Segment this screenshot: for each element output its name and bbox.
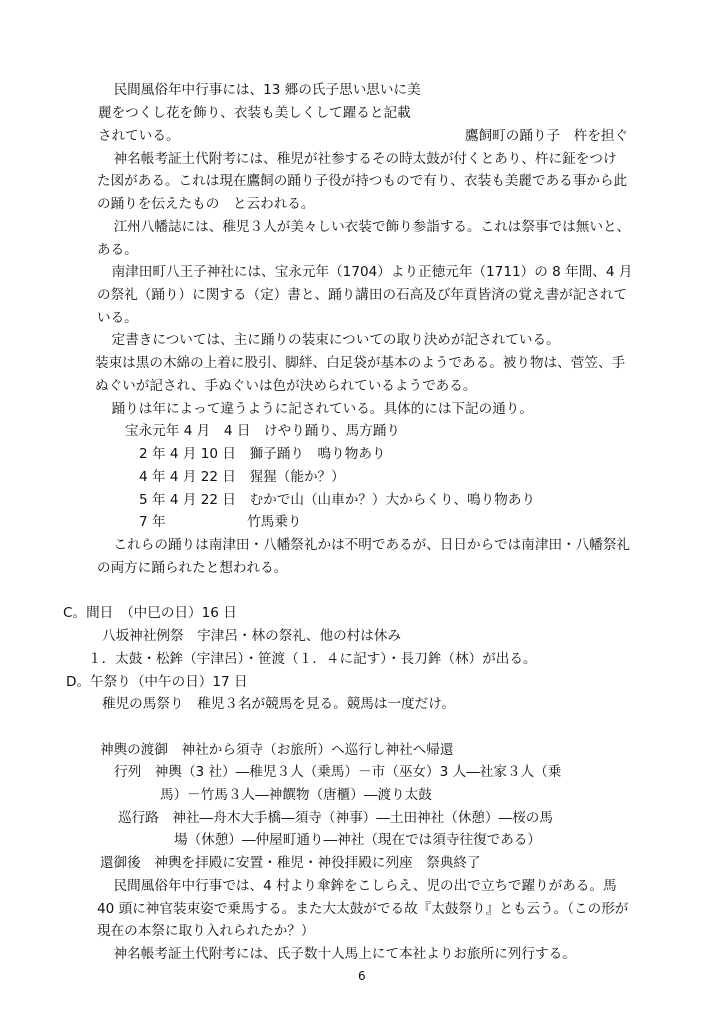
text-line: 還御後 神輿を拝殿に安置・稚児・神役拝殿に列座 祭典終了 <box>100 855 481 871</box>
text-line: いる。 <box>97 310 138 326</box>
text-line: 行列 神輿（3 社）―稚児３人（乗馬）－市（巫女）3 人―社家３人（乗 <box>114 764 562 780</box>
list-item: 2 年 4 月 10 日 獅子踊り 鳴り物あり <box>139 446 386 462</box>
text-line: ある。 <box>97 242 138 258</box>
section-heading: D。午祭り（中午の日）17 日 <box>66 674 248 690</box>
text-line: 南津田町八王子神社には、宝永元年（1704）より正徳元年（1711）の 8 年間、4 月 <box>98 264 633 280</box>
text-line: 稚児の馬祭り 稚児３名が競馬を見る。競馬は一度だけ。 <box>102 696 455 712</box>
list-item: 宝永元年 4 月 4 日 けやり踊り、馬方踊り <box>125 423 400 439</box>
text-line: 場（休憩）―仲屋町通り―神社（現在では須寺往復である） <box>174 832 542 848</box>
text-line: 神名帳考証土代附考には、氏子数十人馬上にて本社よりお旅所に列行する。 <box>100 946 576 962</box>
page-number: 6 <box>358 969 366 983</box>
text-line: 定書きについては、主に踊りの装束についての取り決めが記されている。 <box>98 332 560 348</box>
text-line: これらの踊りは南津田・八幡祭礼かは不明であるが、日日からでは南津田・八幡祭礼 <box>100 537 631 553</box>
caption: 鷹飼町の踊り子 杵を担ぐ <box>465 128 629 144</box>
text-line: 巡行路 神社―舟木大手橋―須寺（神事）―土田神社（休憩）―桜の馬 <box>118 810 553 826</box>
text-line: た図がある。これは現在鷹飼の踊り子役が持つもので有り、衣装も美麗である事から此 <box>97 173 628 189</box>
section-heading: C。間日 （中巳の日）16 日 <box>63 605 237 621</box>
list-item: 4 年 4 月 22 日 猩猩（能か？） <box>139 469 345 485</box>
text-line: 40 頭に神官装束姿で乗馬する。また大太鼓がでる故『太鼓祭り』とも云う。（この形が <box>97 901 629 917</box>
text-line: の祭礼（踊り）に関する（定）書と、踊り講田の石高及び年貢皆済の覚え書が記されて <box>97 287 628 303</box>
text-line: 神名帳考証土代附考には、稚児が社参するその時太鼓が付くとあり、杵に鉦をつけ <box>100 151 617 167</box>
list-item: 5 年 4 月 22 日 むかで山（山車か？）大からくり、鳴り物あり <box>139 492 536 508</box>
text-line: 麗をつくし花を飾り、衣装も美しくして躍ると記載 <box>98 105 411 121</box>
text-line: ぬぐいが記され、手ぬぐいは色が決められているようである。 <box>95 378 477 394</box>
text-line: １．太鼓・松鉾（宇津呂）・笹渡（１．４に記す）・長刀鉾（林）が出る。 <box>88 651 537 667</box>
text-line: されている。 <box>98 128 180 144</box>
text-line: 踊りは年によって違うように記されている。具体的には下記の通り。 <box>98 401 533 417</box>
text-line: の踊りを伝えたもの と云われる。 <box>97 196 315 212</box>
text-line: 民間風俗年中行事には、13 郷の氏子思い思いに美 <box>100 82 421 98</box>
text-line: 神輿の渡御 神社から須寺（お旅所）へ巡行し神社へ帰還 <box>100 742 454 758</box>
list-item: 7 年 竹馬乗り <box>139 514 302 530</box>
text-line: 馬）－竹馬３人―神饌物（唐櫃）―渡り太鼓 <box>160 787 432 803</box>
text-line: 装束は黒の木綿の上着に股引、脚絆、白足袋が基本のようである。被り物は、菅笠、手 <box>95 355 626 371</box>
text-line: 現在の本祭に取り入れられたか？） <box>97 923 315 939</box>
text-line: の両方に踊られたと想われる。 <box>97 560 288 576</box>
text-line: 民間風俗年中行事では、4 村より傘鉾をこしらえ、児の出で立ちで躍りがある。馬 <box>100 878 617 894</box>
text-line: 江州八幡誌には、稚児３人が美々しい衣装で飾り参詣する。これは祭事では無いと、 <box>100 219 631 235</box>
text-line: 八坂神社例祭 宇津呂・林の祭礼、他の村は休み <box>102 628 402 644</box>
